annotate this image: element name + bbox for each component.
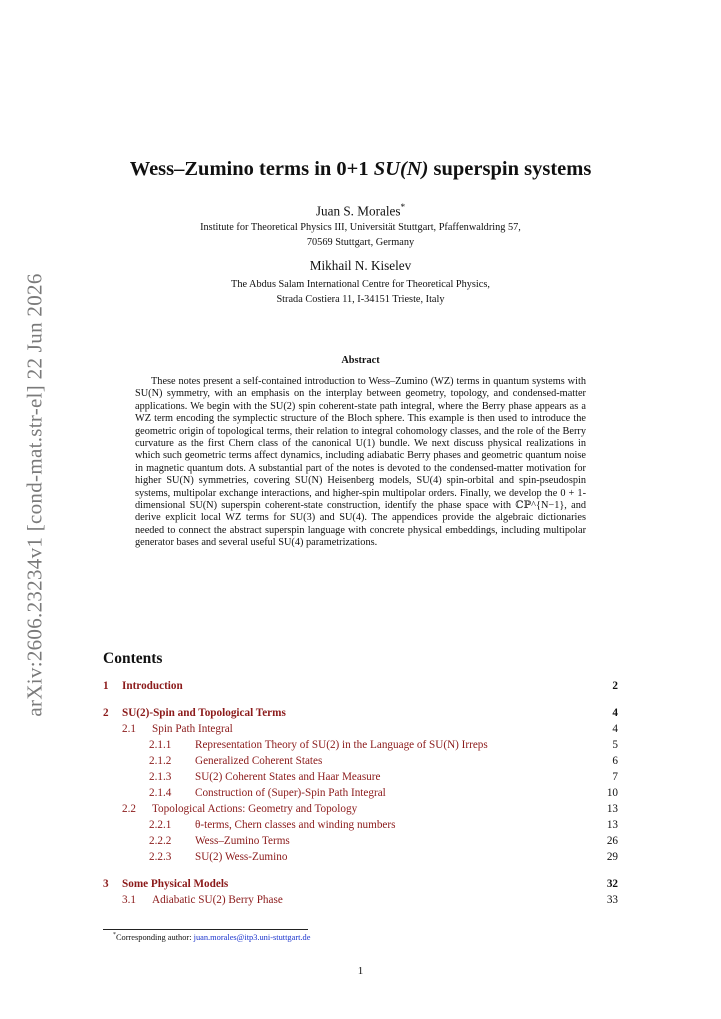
toc-page-number: 4	[612, 723, 618, 735]
toc-entry[interactable]	[103, 680, 618, 696]
author-email-link[interactable]: juan.morales@itp3.uni-stuttgart.de	[193, 932, 311, 942]
table-of-contents	[103, 680, 618, 910]
toc-label[interactable]: Construction of (Super)-Spin Path Integral	[195, 787, 386, 799]
toc-number: 2.2.2	[149, 835, 172, 847]
toc-entry[interactable]	[103, 835, 618, 851]
toc-entry[interactable]	[103, 739, 618, 755]
page-number: 1	[357, 965, 364, 977]
abstract-heading: Abstract	[341, 355, 380, 366]
arxiv-sidebar-stamp	[20, 250, 50, 740]
toc-number: 1	[103, 680, 109, 692]
toc-label[interactable]: SU(2) Wess-Zumino	[195, 851, 288, 863]
toc-label[interactable]: SU(2)-Spin and Topological Terms	[122, 707, 286, 719]
footnote-mark: *	[113, 932, 116, 938]
toc-label[interactable]: Generalized Coherent States	[195, 755, 323, 767]
toc-page-number: 7	[612, 771, 618, 783]
footnote-text: Corresponding author:	[115, 932, 194, 942]
toc-number: 3	[103, 878, 109, 890]
toc-number: 2.1.1	[149, 739, 172, 751]
toc-entry[interactable]	[103, 771, 618, 787]
toc-entry[interactable]	[103, 787, 618, 803]
toc-entry[interactable]	[103, 819, 618, 835]
toc-entry[interactable]	[103, 755, 618, 771]
abstract-body: These notes present a self-contained introduction to Wess–Zumino (WZ) terms in quantum systems with SU(N) symmetry, with an emphasis on the interplay between geometry, topology, and condensed-matter applications. We begin with the SU(2) spin coherent-state path integral, where the Berry phase appears as a WZ term encoding the symplectic structure of the Bloch sphere. This example is then used to introduce the geometric origin of topological terms, their relation to integral cohomology classes, and the role of the Berry curvature as the first Chern class of the canonical U(1) bundle. We next discuss physical realizations in which such geometric terms affect dynamics, including adiabatic Berry phases and geometric quantum noise in magnetic quantum dots. A substantial part of the notes is devoted to the condensed-matter motivation for higher SU(N) symmetries, covering SU(N) Heisenberg models, SU(4) spin-orbital and spin-pseudospin systems, multipolar exchange interactions, and higher-spin multipolar orders. Finally, we develop the 0 + 1-dimensional SU(N) superspin coherent-state construction, identify the phase space with ℂℙ^{N−1}, and derive explicit local WZ terms for SU(3) and SU(4). The appendices provide the algebraic dictionaries needed to connect the abstract superspin language with concrete physical embeddings, including multipolar generator bases and several useful SU(4) parametrizations.	[135, 376, 586, 549]
footnote-rule	[103, 929, 308, 930]
toc-label[interactable]: SU(2) Coherent States and Haar Measure	[195, 771, 381, 783]
affiliation-line: 70569 Stuttgart, Germany	[306, 237, 415, 248]
author-1-name: Juan S. Morales	[315, 203, 401, 219]
toc-entry[interactable]	[103, 851, 618, 867]
toc-label[interactable]: Spin Path Integral	[152, 723, 233, 735]
toc-label[interactable]: Some Physical Models	[122, 878, 229, 890]
title-text-pre: Wess–Zumino terms in 0+1	[129, 158, 374, 180]
toc-entry[interactable]	[103, 723, 618, 739]
toc-page-number: 10	[606, 787, 618, 799]
toc-number: 2.1.2	[149, 755, 172, 767]
toc-entry[interactable]	[103, 878, 618, 894]
toc-entry[interactable]	[103, 803, 618, 819]
toc-number: 2.2	[122, 803, 136, 815]
arxiv-identifier: arXiv:2606.23234v1 [cond-mat.str-el] 22 Jun 2026	[22, 273, 47, 717]
title-text-post: superspin systems	[428, 158, 592, 180]
affiliation-line: The Abdus Salam International Centre for Theoretical Physics,	[231, 279, 490, 290]
toc-page-number: 6	[612, 755, 618, 767]
author-1-footnote-mark: *	[400, 202, 406, 212]
toc-page-number: 5	[612, 739, 618, 751]
toc-number: 3.1	[122, 894, 136, 906]
toc-page-number: 4	[612, 707, 618, 719]
toc-page-number: 29	[606, 851, 618, 863]
toc-page-number: 2	[612, 680, 618, 692]
paper-title	[0, 158, 721, 181]
toc-page-number: 13	[606, 803, 618, 815]
toc-page-number: 33	[606, 894, 618, 906]
toc-label[interactable]: θ-terms, Chern classes and winding numbers	[195, 819, 396, 831]
author-2-name: Mikhail N. Kiselev	[309, 258, 412, 273]
toc-number: 2.1.4	[149, 787, 172, 799]
toc-entry[interactable]	[103, 707, 618, 723]
contents-heading: Contents	[103, 650, 163, 667]
author-2	[0, 258, 721, 274]
affiliation-line: Strada Costiera 11, I-34151 Trieste, Italy	[276, 294, 445, 305]
toc-page-number: 13	[606, 819, 618, 831]
toc-number: 2.1.3	[149, 771, 172, 783]
affiliation-line: Institute for Theoretical Physics III, Universität Stuttgart, Pfaffenwaldring 57,	[200, 222, 521, 233]
toc-number: 2.2.1	[149, 819, 172, 831]
author-2-affiliation	[0, 277, 721, 307]
toc-label[interactable]: Adiabatic SU(2) Berry Phase	[152, 894, 283, 906]
footnote	[113, 932, 310, 942]
toc-label[interactable]: Topological Actions: Geometry and Topology	[152, 803, 358, 815]
toc-label[interactable]: Wess–Zumino Terms	[195, 835, 290, 847]
toc-label[interactable]: Representation Theory of SU(2) in the Language of SU(N) Irreps	[195, 739, 488, 751]
toc-number: 2.2.3	[149, 851, 172, 863]
title-math: SU(N)	[373, 158, 429, 180]
author-1	[0, 202, 721, 219]
toc-number: 2	[103, 707, 109, 719]
toc-entry[interactable]	[103, 894, 618, 910]
toc-number: 2.1	[122, 723, 136, 735]
toc-label[interactable]: Introduction	[122, 680, 183, 692]
toc-page-number: 32	[606, 878, 618, 890]
author-1-affiliation	[0, 220, 721, 250]
toc-page-number: 26	[606, 835, 618, 847]
